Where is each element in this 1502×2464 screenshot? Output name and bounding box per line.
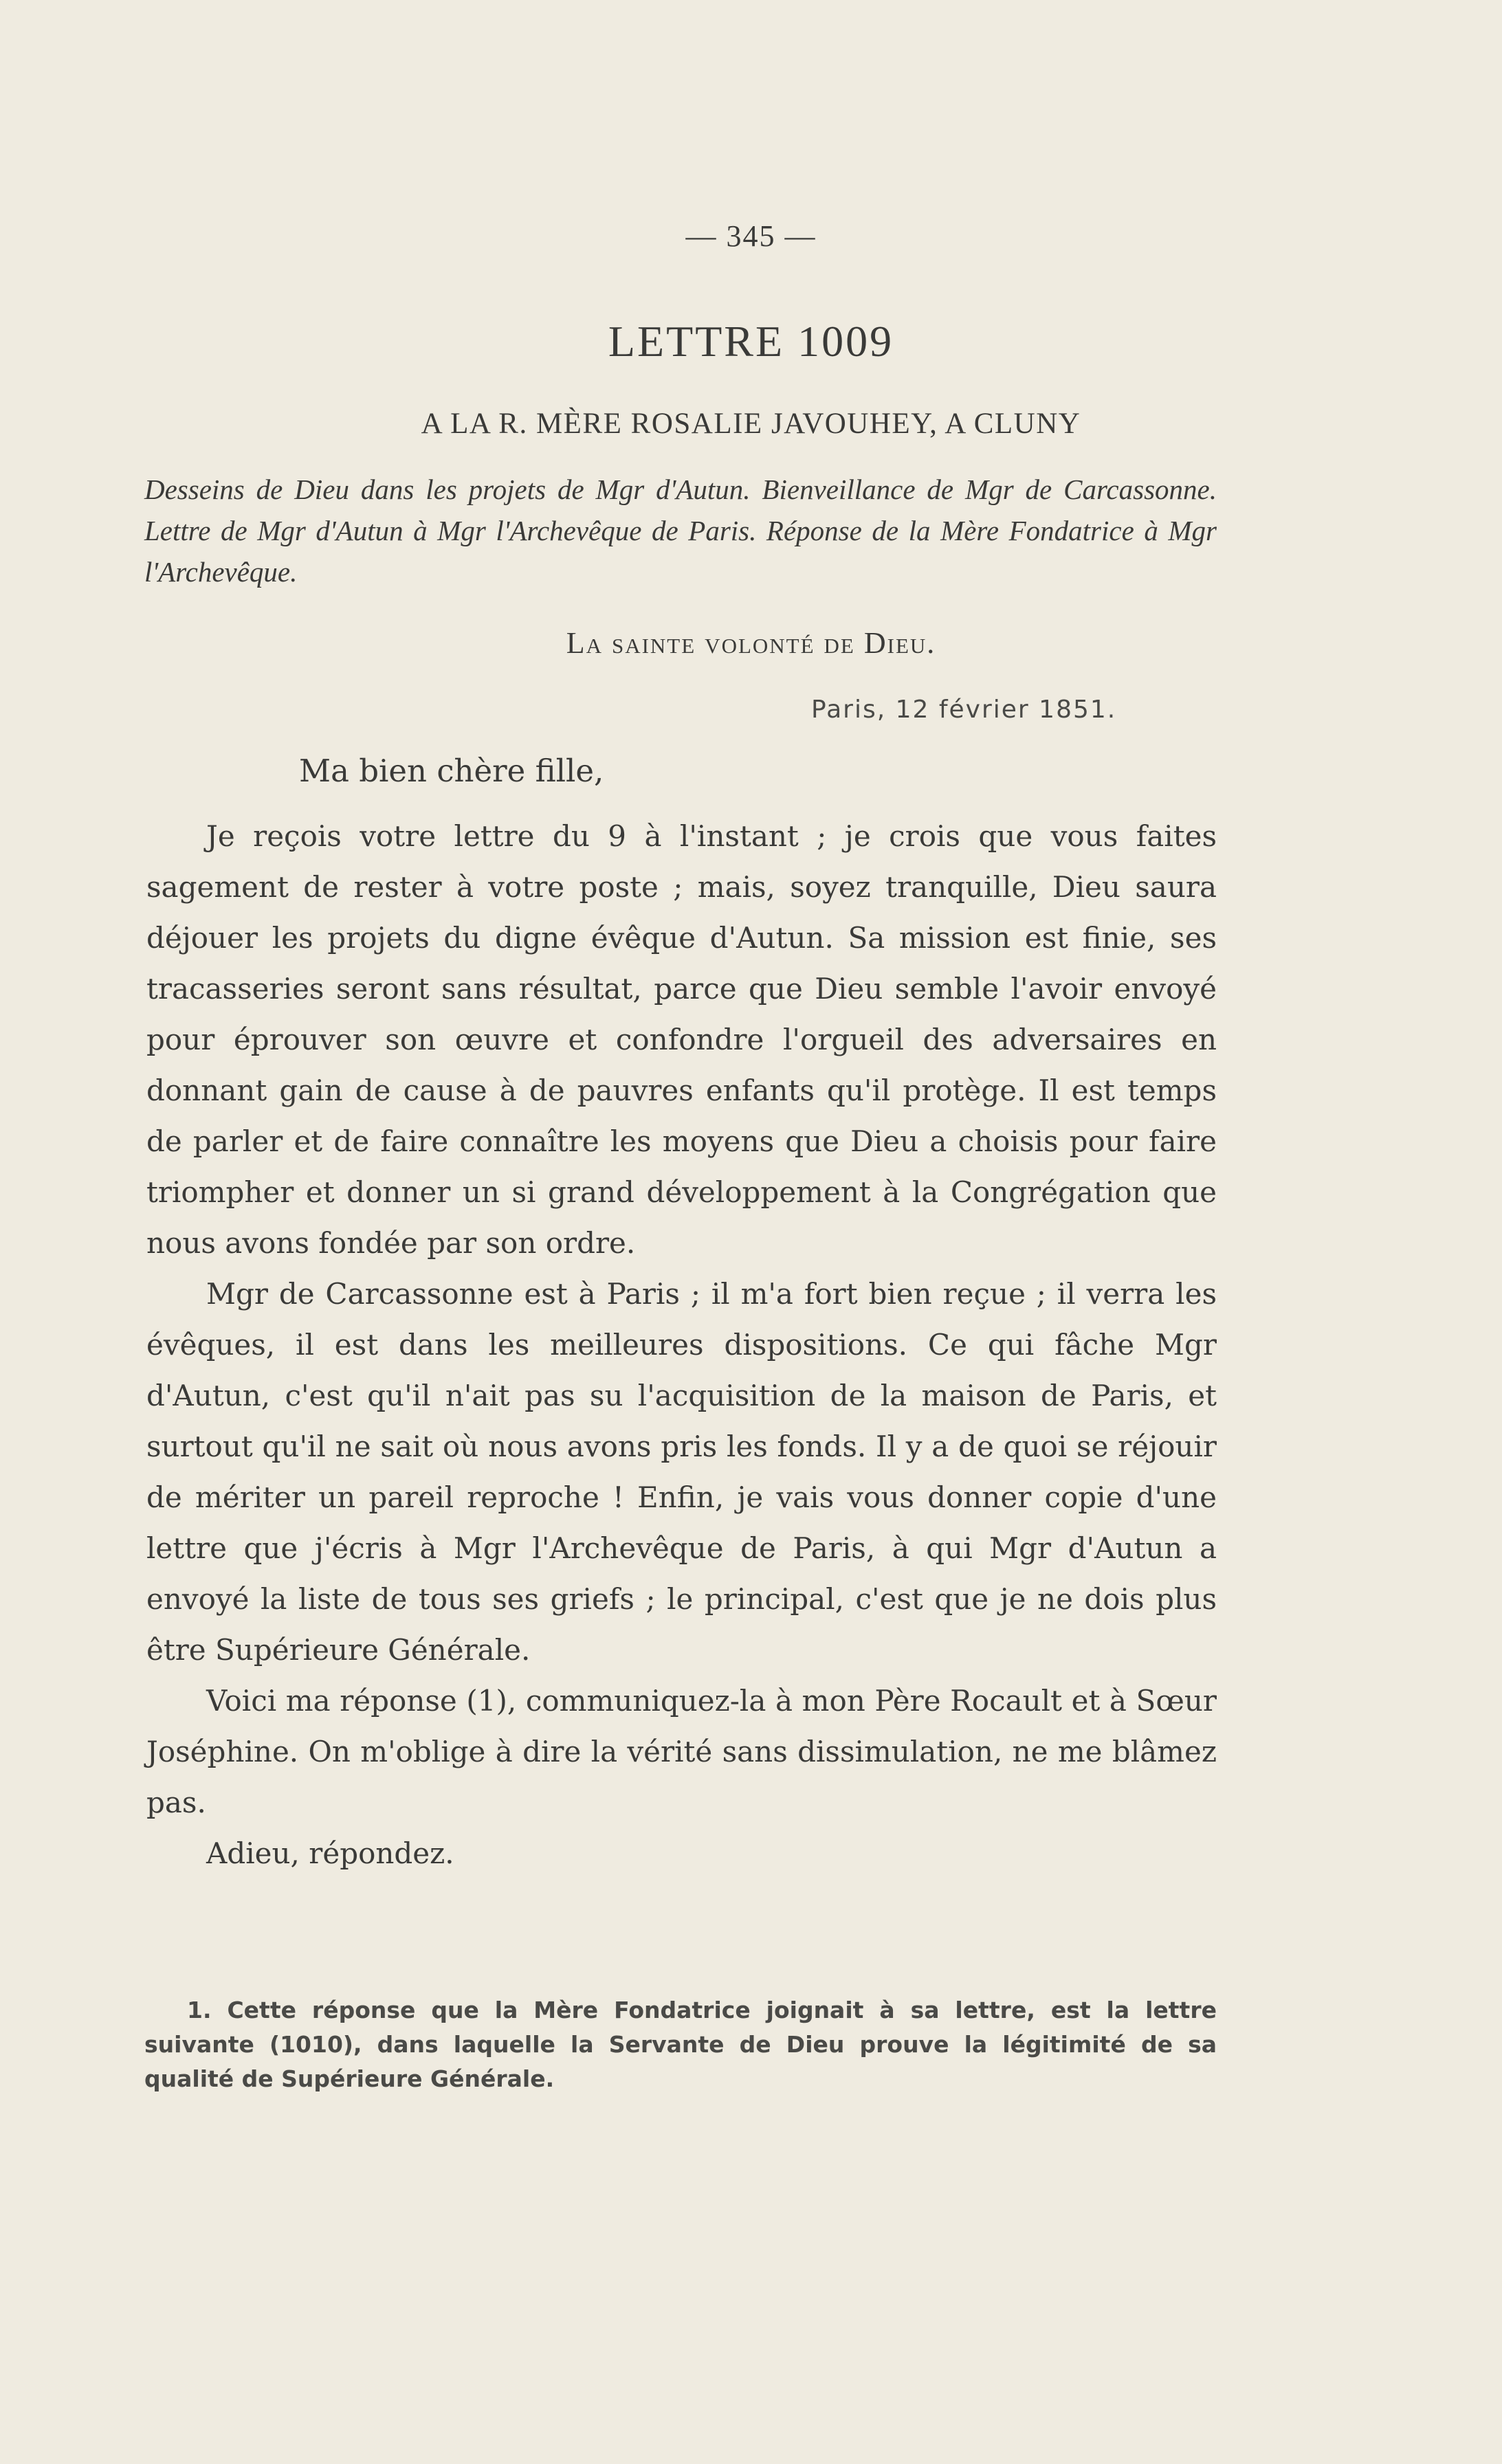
footnote-text: 1. Cette réponse que la Mère Fondatrice joignait à sa lettre, est la lettre suivante (1010), dans laquelle la Servante de Dieu prouve la légitimité de sa qualité de Supérieure Générale. xyxy=(144,1997,1217,2092)
salutation: Ma bien chère fille, xyxy=(299,753,604,789)
letter-summary: Desseins de Dieu dans les projets de Mgr d'Autun. Bienveillance de Mgr de Carcassonne. Lettre de Mgr d'Autun à Mgr l'Archevêque de Paris. Réponse de la Mère Fondatrice à Mgr l'Archevêque. xyxy=(144,474,1217,588)
dateline: Paris, 12 février 1851. xyxy=(811,696,1117,724)
page-number: — 345 — xyxy=(685,219,817,253)
body-paragraph: Je reçois votre lettre du 9 à l'instant ; je crois que vous faites sagement de rester à votre poste ; mais, soyez tranquille, Dieu saura déjouer les projets du digne évêque d'Autun. Sa mission est finie, ses tracasseries seront sans résultat, parce que Dieu semble l'avoir envoyé pour éprouver son œuvre et confondre l'orgueil des adversaires en donnant gain de cause à de pauvres enfants qu'il protège. Il est temps de parler et de faire connaître les moyens que Dieu a choisis pour faire triompher et donner un si grand développement à la Congrégation que nous avons fondée par son ordre. xyxy=(146,819,1217,1260)
motto: La sainte volonté de Dieu. xyxy=(566,626,936,660)
footnote xyxy=(144,1993,1217,2096)
letter-title: LETTRE 1009 xyxy=(608,317,894,366)
body-paragraph: Adieu, répondez. xyxy=(206,1836,454,1870)
body-paragraph: Mgr de Carcassonne est à Paris ; il m'a fort bien reçue ; il verra les évêques, il est dans les meilleures dispositions. Ce qui fâche Mgr d'Autun, c'est qu'il n'ait pas su l'acquisition de la maison de Paris, et surtout qu'il ne sait où nous avons pris les fonds. Il y a de quoi se réjouir de mériter un pareil reproche ! Enfin, je vais vous donner copie d'une lettre que j'écris à Mgr l'Archevêque de Paris, à qui Mgr d'Autun a envoyé la liste de tous ses griefs ; le principal, c'est que je ne dois plus être Supérieure Générale. xyxy=(146,1277,1217,1667)
letter-body xyxy=(146,811,1217,1879)
addressee: A LA R. MÈRE ROSALIE JAVOUHEY, A CLUNY xyxy=(421,408,1081,440)
body-paragraph: Voici ma réponse (1), communiquez-la à mon Père Rocault et à Sœur Joséphine. On m'oblige à dire la vérité sans dissimulation, ne me blâmez pas. xyxy=(146,1684,1217,1819)
